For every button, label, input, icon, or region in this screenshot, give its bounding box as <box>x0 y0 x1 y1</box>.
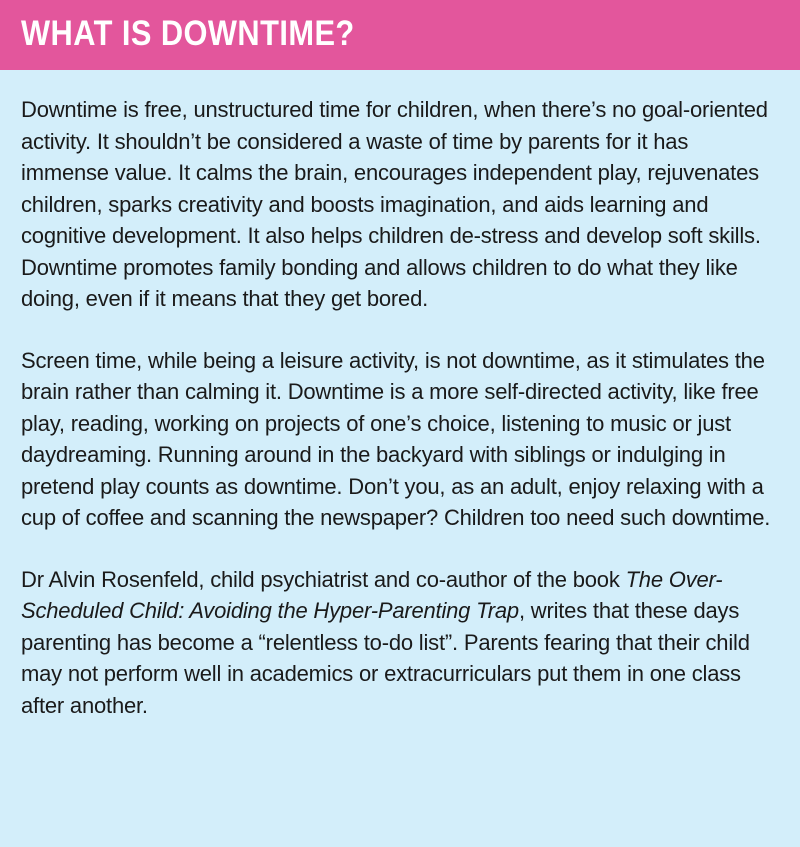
paragraph-screen-time: Screen time, while being a leisure activity, is not downtime, as it stimulates the brain rather than calming it. Downtime is a more self-directed activity, like free play, reading, working on projects of one’s choice, listening to music or just daydreaming. Running around in the backyard with siblings or indulging in pretend play counts as downtime. Don’t you, as an adult, enjoy relaxing with a cup of coffee and scanning the newspaper? Children too need such downtime. <box>21 347 771 530</box>
quote-body: , writes that these days parenting has become a “relentless to-do list”. Parents fearing that their child may not perform well in academics or extracurriculars put them in one class after another. <box>21 598 750 718</box>
quote-intro: Dr Alvin Rosenfeld, child psychiatrist and co-author of the book <box>21 566 626 592</box>
paragraph-definition: Downtime is free, unstructured time for children, when there’s no goal-oriented activity. It shouldn’t be considered a waste of time by parents for it has immense value. It calms the brain, encourages independent play, rejuvenates children, sparks creativity and boosts imagination, and aids learning and cognitive development. It also helps children de-stress and develop soft skills. Downtime promotes family bonding and allows children to do what they like doing, even if it means that they get bored. <box>21 97 768 311</box>
paragraph-expert-quote <box>21 564 778 722</box>
book-title: The Over-Scheduled Child: Avoiding the Hyper-Parenting Trap <box>21 566 723 623</box>
section-header <box>0 0 800 70</box>
article-body <box>0 70 800 721</box>
section-title: WHAT IS DOWNTIME? <box>21 14 355 53</box>
